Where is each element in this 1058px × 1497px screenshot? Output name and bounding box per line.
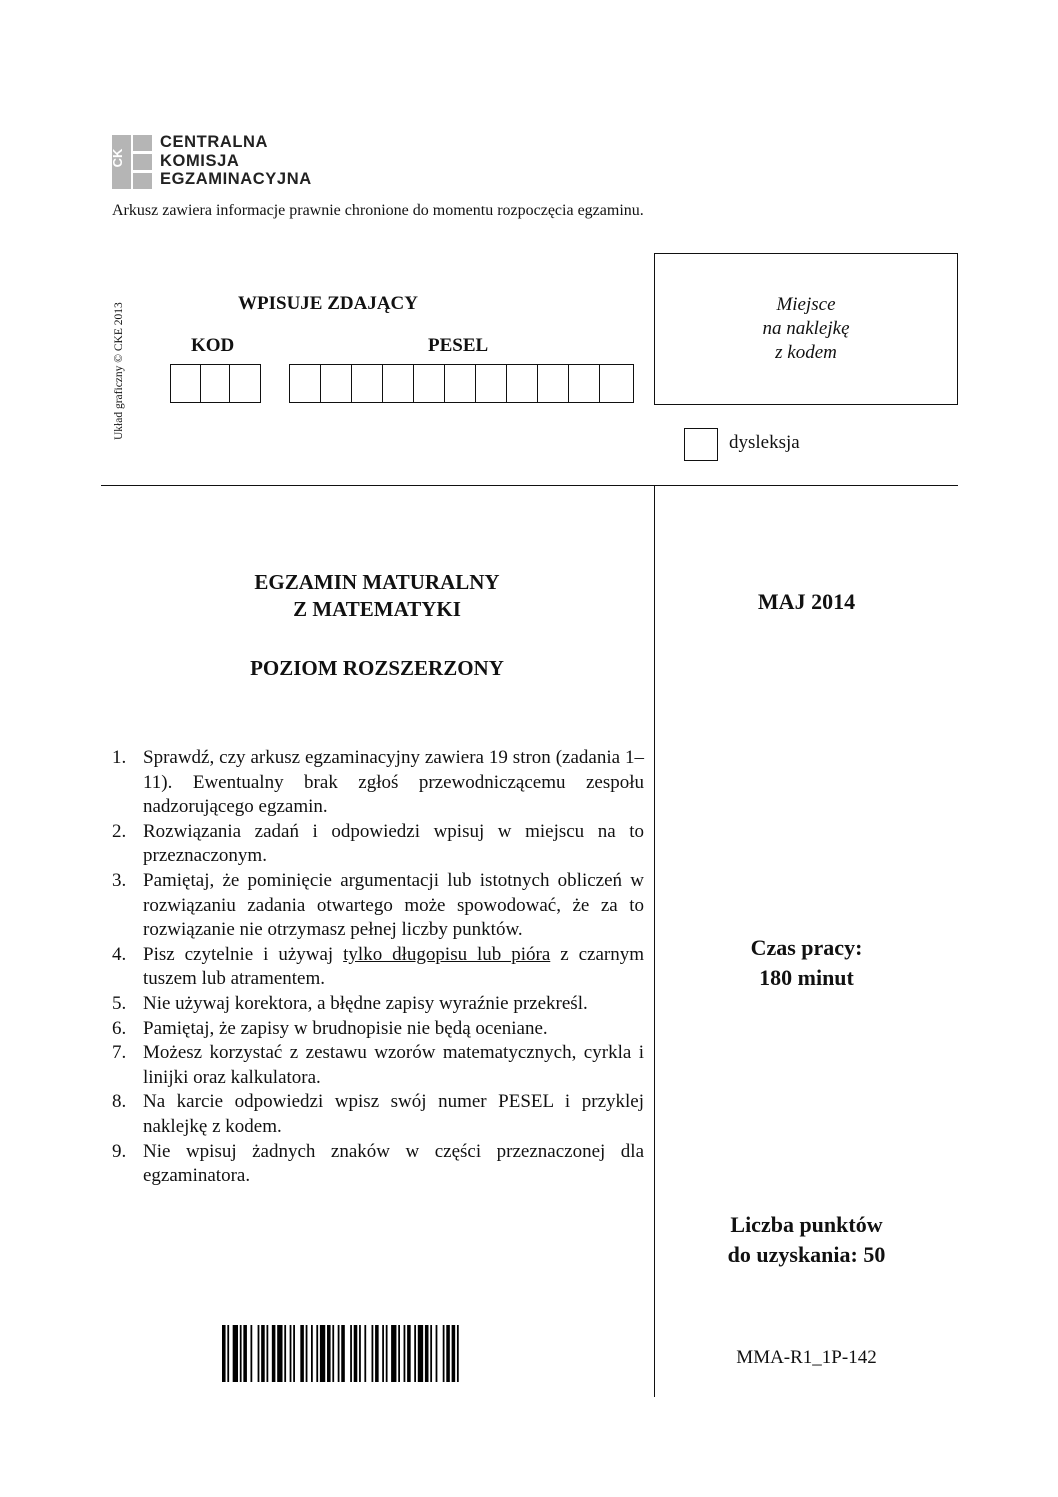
barcode-bar [277, 1325, 282, 1382]
instruction-text [143, 943, 644, 992]
instruction-text: Pamiętaj, że pominięcie argumentacji lub istotnych obliczeń w rozwiązaniu zadania otwartego może spowodować, że za to rozwiązanie nie otrzymasz pełnej liczby punktów. [143, 869, 644, 941]
barcode-bar [359, 1325, 361, 1382]
exam-title-line-2: Z MATEMATYKI [293, 597, 461, 621]
barcode-bar [306, 1325, 308, 1382]
barcode-bar [452, 1325, 456, 1382]
instruction-text: Na karcie odpowiedzi wpisz swój numer PESEL i przyklej naklejkę z kodem. [143, 1091, 644, 1137]
max-points [655, 1210, 958, 1270]
barcode-bar [243, 1325, 247, 1382]
instruction-number: 5. [112, 992, 127, 1014]
instruction-text: Nie wpisuj żadnych znaków w części przeznaczonej dla egzaminatora. [143, 1140, 644, 1187]
barcode-bar [338, 1325, 340, 1382]
barcode-bar [386, 1325, 388, 1382]
points-value: do uzyskania: 50 [727, 1242, 886, 1267]
dysleksja-checkbox[interactable] [684, 428, 718, 461]
barcode-bar [327, 1325, 331, 1382]
duration-label: Czas pracy: [750, 935, 863, 960]
barcode-bar [311, 1325, 313, 1382]
barcode-bar [332, 1325, 334, 1382]
instruction-text: Możesz korzystać z zestawu wzorów matematycznych, cyrkla i linijki oraz kalkulatora. [143, 1042, 644, 1088]
instruction-text-after: z czarnym tuszem lub atramentem. [143, 943, 644, 990]
instruction-number: 8. [112, 1091, 127, 1113]
instruction-number: 2. [112, 820, 127, 842]
pesel-input-boxes[interactable] [289, 364, 634, 403]
pesel-box[interactable] [445, 365, 476, 402]
kod-label: KOD [191, 335, 235, 356]
barcode-bar [341, 1325, 345, 1382]
barcode-bar [446, 1325, 450, 1382]
barcode-bar [404, 1325, 406, 1382]
barcode-bar [364, 1325, 366, 1382]
instruction-item [112, 1041, 644, 1090]
barcode-bar [290, 1325, 292, 1382]
instruction-item [112, 1090, 644, 1139]
sticker-line-2: na naklejkę [762, 318, 850, 339]
cke-logo-mark [112, 135, 152, 189]
barcode-bar [222, 1325, 226, 1382]
svg-text:CK: CK [110, 148, 125, 168]
instruction-text-before: Pisz czytelnie i używaj [143, 943, 344, 965]
barcode-bar [414, 1325, 416, 1382]
instruction-item [112, 992, 644, 1017]
pesel-box[interactable] [538, 365, 569, 402]
legal-notice: Arkusz zawiera informacje prawnie chronione do momentu rozpoczęcia egzaminu. [112, 202, 644, 219]
barcode-bar [261, 1325, 265, 1382]
exam-title [112, 569, 642, 623]
exam-level: POZIOM ROZSZERZONY [250, 656, 504, 680]
barcode-bar [272, 1325, 276, 1382]
barcode-bar [284, 1325, 286, 1382]
instruction-text: Rozwiązania zadań i odpowiedzi wpisuj w miejscu na to przeznaczonym. [143, 820, 644, 867]
instructions-list [112, 746, 644, 1189]
kod-box[interactable] [171, 365, 201, 402]
exam-title-line-1: EGZAMIN MATURALNY [254, 570, 500, 594]
barcode-bar [233, 1325, 238, 1382]
instruction-text: Sprawdź, czy arkusz egzaminacyjny zawiera 19 stron (zadania 1–11). Ewentualny brak zgłoś przewodniczącemu zespołu nadzorującego egzamin. [143, 747, 644, 818]
pesel-box[interactable] [414, 365, 445, 402]
pesel-label: PESEL [428, 335, 489, 356]
barcode-bar [443, 1325, 445, 1382]
code-sticker-area [654, 253, 958, 405]
instruction-item [112, 746, 644, 820]
barcode-bar [350, 1325, 352, 1382]
instruction-number: 6. [112, 1017, 127, 1039]
pesel-box[interactable] [383, 365, 414, 402]
barcode-bar [267, 1325, 269, 1382]
dysleksja-label: dysleksja [729, 432, 800, 453]
barcode-bar [391, 1325, 396, 1382]
barcode-bar [227, 1325, 229, 1382]
pesel-box[interactable] [321, 365, 352, 402]
instruction-number: 9. [112, 1140, 127, 1162]
barcode-bar [375, 1325, 379, 1382]
barcode-bar [300, 1325, 304, 1382]
duration-value: 180 minut [759, 965, 854, 990]
barcode-bar [407, 1325, 411, 1382]
barcode-bar [240, 1325, 242, 1382]
barcode-bar [250, 1325, 252, 1382]
cke-logo-text [160, 133, 312, 189]
instruction-item [112, 869, 644, 943]
pesel-box[interactable] [290, 365, 321, 402]
instruction-item [112, 1140, 644, 1189]
kod-box[interactable] [201, 365, 231, 402]
sticker-line-1: Miejsce [776, 294, 836, 315]
barcode-bar [398, 1325, 400, 1382]
barcode-bar [436, 1325, 438, 1382]
pesel-box[interactable] [600, 365, 631, 402]
barcode-bar [382, 1325, 384, 1382]
logo-line-1: CENTRALNA [160, 133, 269, 151]
barcode-bar [258, 1325, 260, 1382]
kod-input-boxes[interactable] [170, 364, 261, 403]
instruction-text-underlined: tylko długopisu lub pióra [343, 943, 551, 965]
logo-line-2: KOMISJA [160, 151, 240, 170]
instruction-number: 7. [112, 1042, 127, 1064]
instruction-item [112, 1017, 644, 1042]
barcode-bar [425, 1325, 429, 1382]
exam-code: MMA-R1_1P-142 [736, 1347, 877, 1368]
barcode-bar [372, 1325, 374, 1382]
exam-date: MAJ 2014 [757, 589, 856, 614]
barcode-image [222, 1325, 532, 1382]
kod-box[interactable] [230, 365, 260, 402]
logo-line-3: EGZAMINACYJNA [160, 170, 312, 188]
sticker-line-3: z kodem [775, 342, 837, 363]
barcode-bar [430, 1325, 432, 1382]
barcode-bar [320, 1325, 325, 1382]
barcode-bar [316, 1325, 318, 1382]
pesel-box[interactable] [476, 365, 507, 402]
instruction-number: 4. [112, 943, 127, 965]
candidate-section-title: WPISUJE ZDAJĄCY [238, 293, 418, 314]
pesel-box[interactable] [569, 365, 600, 402]
instruction-text: Pamiętaj, że zapisy w brudnopisie nie będą oceniane. [143, 1017, 548, 1039]
copyright-note: Układ graficzny © CKE 2013 [113, 302, 125, 440]
barcode-bar [293, 1325, 295, 1382]
exam-duration [655, 933, 958, 993]
horizontal-divider [101, 485, 958, 486]
pesel-box[interactable] [507, 365, 538, 402]
instruction-item [112, 943, 644, 992]
points-label: Liczba punktów [730, 1212, 883, 1237]
barcode-bar [354, 1325, 358, 1382]
instruction-text: Nie używaj korektora, a błędne zapisy wyraźnie przekreśl. [143, 992, 588, 1014]
barcode-bar [418, 1325, 423, 1382]
instruction-item [112, 820, 644, 869]
instruction-number: 1. [112, 747, 127, 768]
instruction-number: 3. [112, 869, 127, 891]
barcode-bar [457, 1325, 459, 1382]
pesel-box[interactable] [352, 365, 383, 402]
